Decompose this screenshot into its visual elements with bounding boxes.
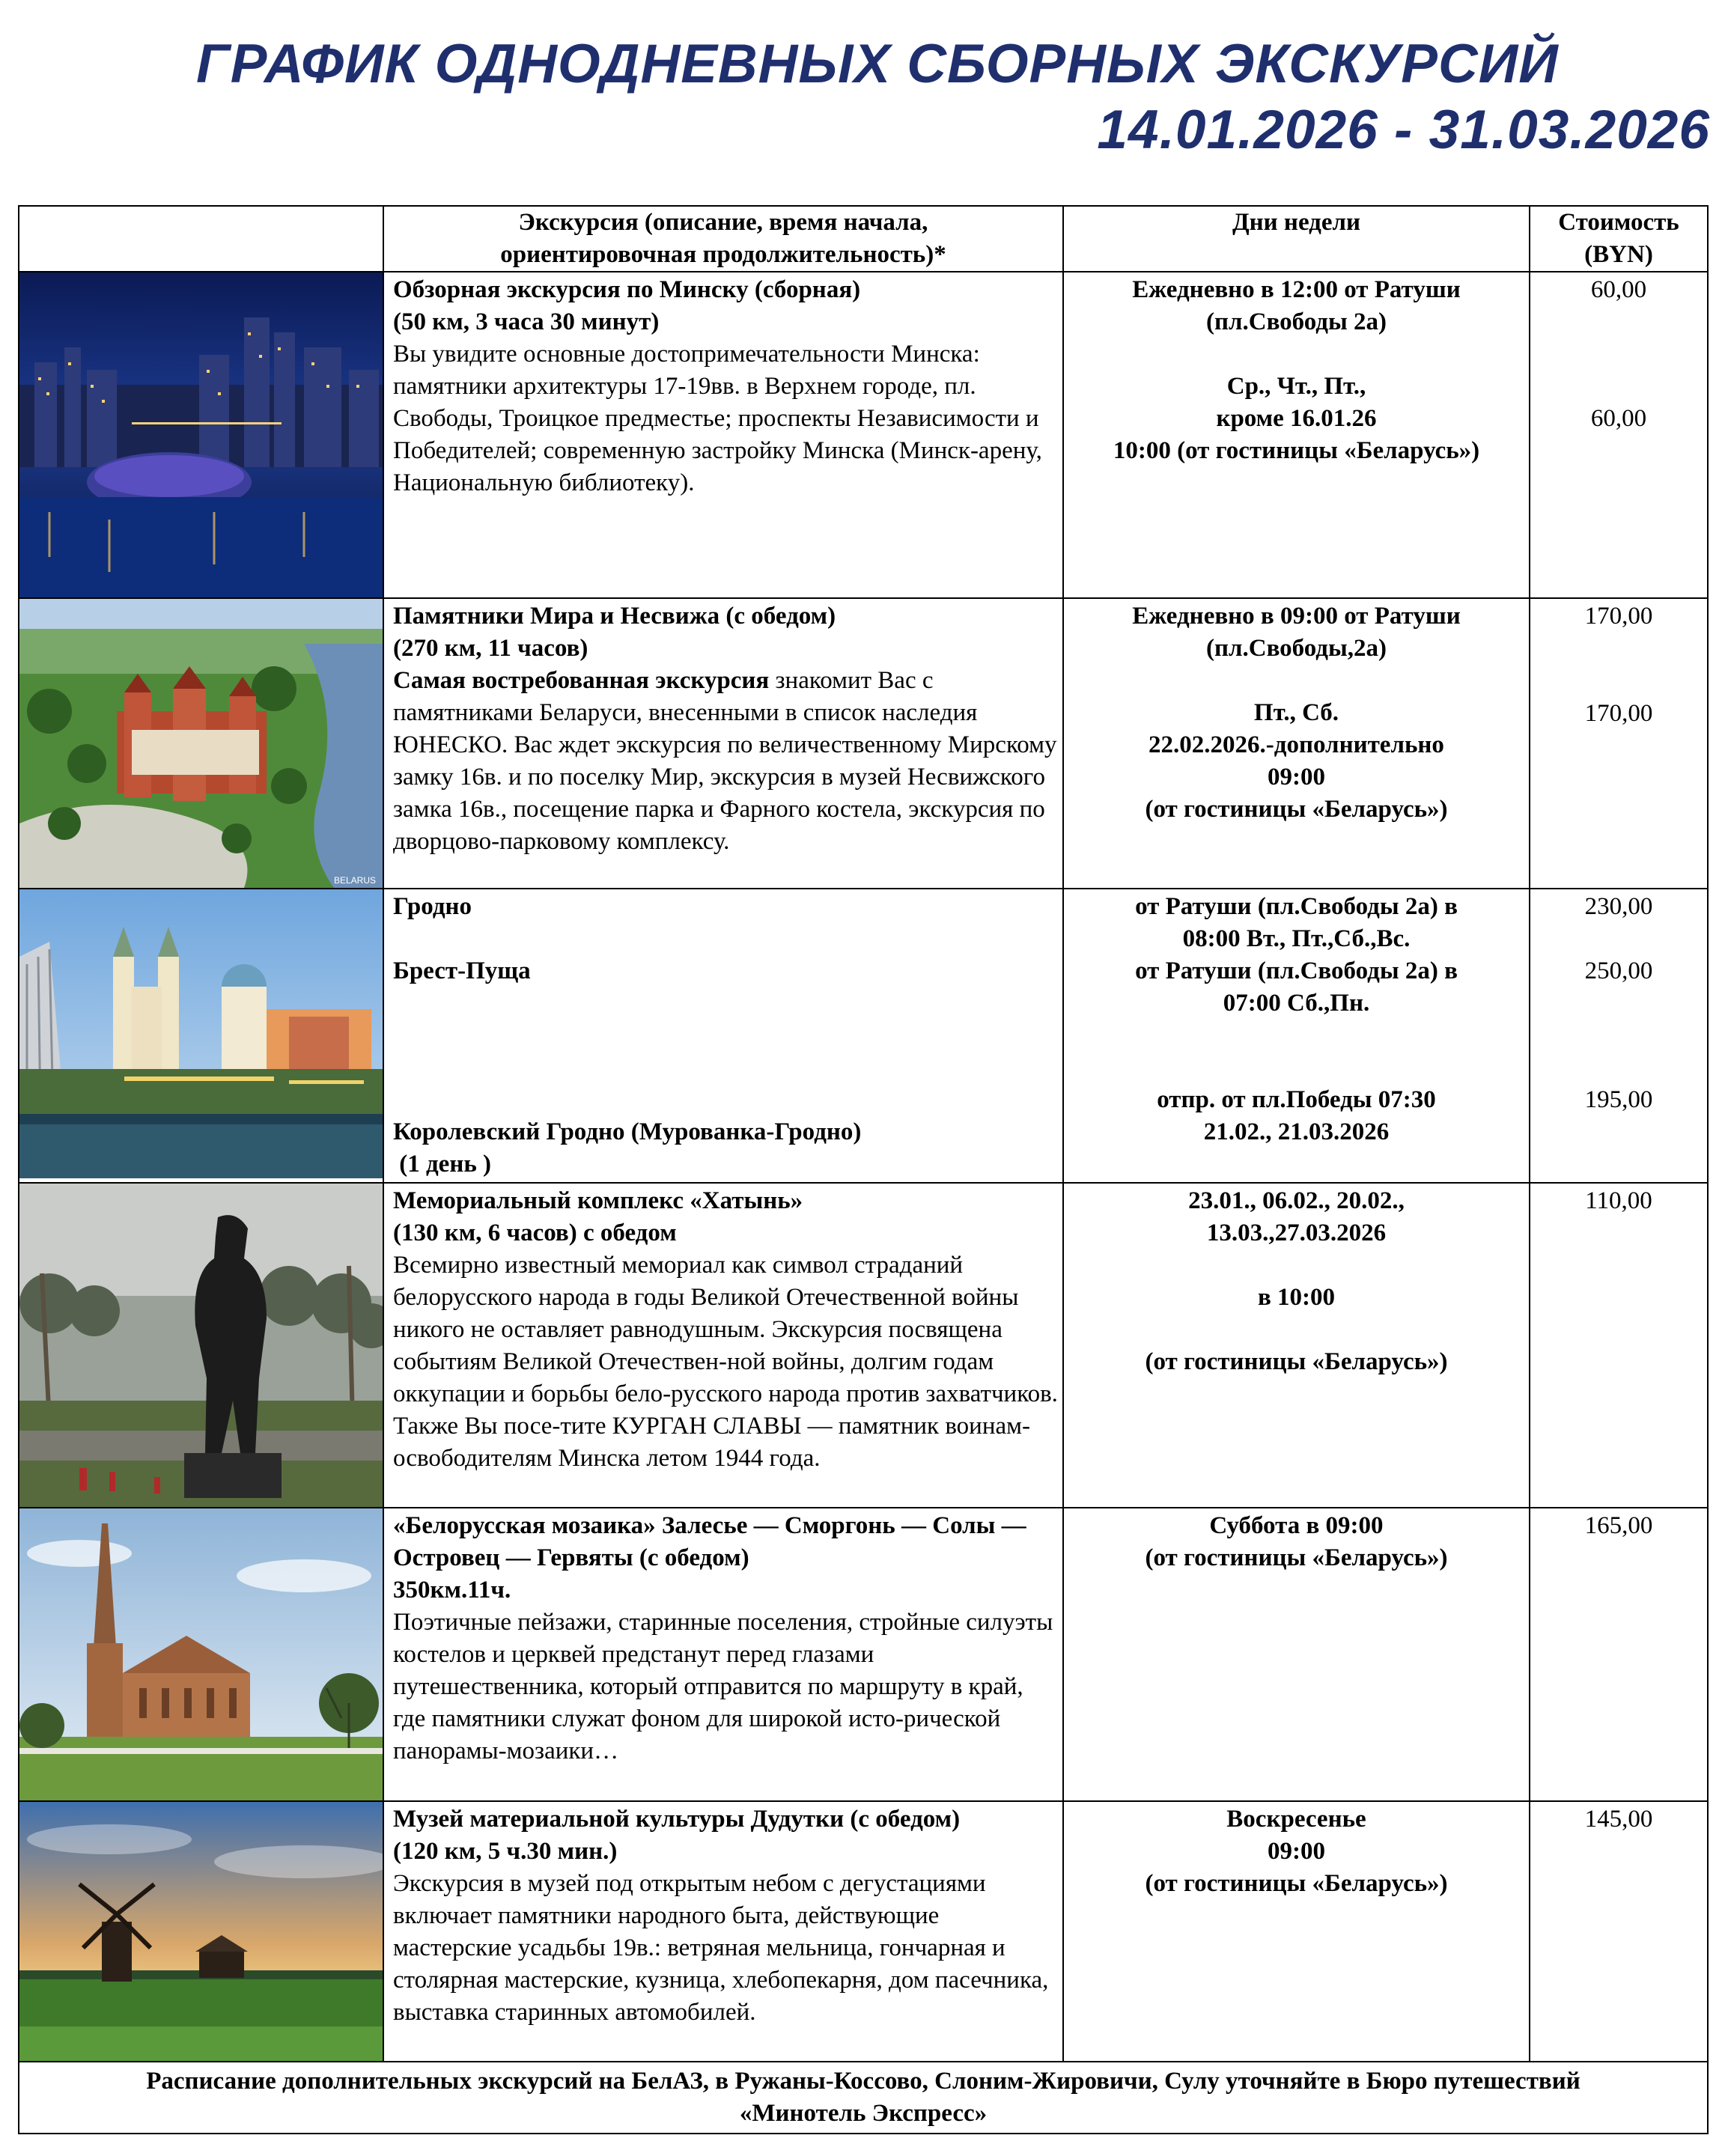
price-value: 230,00 [1584, 893, 1653, 920]
excursion-text: Всемирно известный мемориал как символ страданий белорусского народа в годы Великой Отечественной войны никого не оставляет равнодушным. Экскурсия посвящена событиям Великой Отечествен-ной войны, долгим годам оккупации и борьбы бело-русского народа против захватчиков. Также Вы посе-тите КУРГАН СЛАВЫ — памятник воинам-освободителям Минска летом 1944 года. [393, 1252, 1058, 1472]
days-cell [1063, 1183, 1530, 1508]
schedule-line: от Ратуши (пл.Свободы 2а) в [1135, 957, 1458, 984]
schedule-line: кроме 16.01.26 [1216, 405, 1377, 432]
price-cell [1530, 889, 1708, 1183]
dudutki-windmill-photo [19, 1801, 383, 2062]
schedule-line: (пл.Свободы 2а) [1205, 308, 1387, 335]
schedule-line: Суббота в 09:00 [1209, 1512, 1384, 1539]
schedule-line: в 10:00 [1257, 1284, 1336, 1311]
price-value: 110,00 [1585, 1187, 1652, 1214]
excursion-title: Памятники Мира и Несвижа (с обедом) [393, 603, 836, 630]
schedule-line: 09:00 [1268, 764, 1325, 791]
mir-castle-photo [19, 598, 383, 889]
excursion-subtitle: (120 км, 5 ч.30 мин.) [393, 1838, 618, 1865]
excursion-text: Поэтичные пейзажи, старинные поселения, стройные силуэты костелов и церквей предстанут перед глазами путешественника, который отправится по маршруту в край, где памятники служат фоном для широкой исто-рической панорамы-мозаики… [393, 1609, 1053, 1764]
header-days [1063, 206, 1530, 272]
price-value: 250,00 [1584, 957, 1653, 984]
schedule-line: Воскресенье [1226, 1806, 1366, 1833]
schedule-line: 21.02., 21.03.2026 [1203, 1118, 1390, 1145]
gervyaty-church-photo [19, 1508, 383, 1801]
date-range: 14.01.2026 - 31.03.2026 [1097, 100, 1710, 160]
price-value: 145,00 [1584, 1806, 1653, 1833]
excursion-description [383, 889, 1063, 1183]
excursion-subtitle: (1 день ) [393, 1151, 492, 1178]
table-row [19, 1801, 1708, 2062]
price-value: 170,00 [1584, 603, 1653, 630]
excursion-title: Королевский Гродно (Мурованка-Гродно) [393, 1118, 862, 1145]
price-cell [1530, 1183, 1708, 1508]
price-value: 60,00 [1590, 276, 1647, 303]
schedule-line: 13.03.,27.03.2026 [1206, 1219, 1387, 1246]
footer-line: «Минотель Экспресс» [739, 2100, 988, 2127]
excursion-description [383, 1183, 1063, 1508]
days-cell [1063, 598, 1530, 889]
table-row [19, 598, 1708, 889]
excursion-subtitle: (130 км, 6 часов) с обедом [393, 1219, 677, 1246]
price-value: 170,00 [1584, 700, 1653, 727]
schedule-line: (от гостиницы «Беларусь») [1145, 1348, 1448, 1375]
header-price [1530, 206, 1708, 272]
schedule-line: (от гостиницы «Беларусь») [1145, 1544, 1448, 1571]
page-title: ГРАФИК ОДНОДНЕВНЫХ СБОРНЫХ ЭКСКУРСИЙ [196, 34, 1559, 94]
schedule-line: (пл.Свободы,2а) [1205, 635, 1387, 662]
table-row [19, 272, 1708, 598]
schedule-line: Ежедневно в 12:00 от Ратуши [1132, 276, 1461, 303]
photo-credit: BELARUS [334, 875, 377, 886]
header-price-line1: Стоимость [1558, 209, 1679, 236]
header-empty-cell [19, 206, 383, 272]
excursion-text-highlight: Самая востребованная экскурсия [393, 667, 770, 694]
price-value: 60,00 [1590, 405, 1647, 432]
schedule-line: отпр. от пл.Победы 07:30 [1157, 1086, 1436, 1113]
khatyn-memorial-photo [19, 1183, 383, 1508]
excursion-text [393, 665, 1059, 858]
schedule-line: от Ратуши (пл.Свободы 2а) в [1135, 893, 1458, 920]
excursion-description [383, 1508, 1063, 1801]
excursion-subtitle: (270 км, 11 часов) [393, 635, 588, 662]
excursion-text: Экскурсия в музей под открытым небом с дегустациями включает памятники народного быта, действующие мастерские усадьбы 19в.: ветряная мельница, гончарная и столярная мастерские, кузница, хлебопекарня, дом пасечника, выставка старинных автомобилей. [393, 1870, 1049, 2026]
days-cell [1063, 1801, 1530, 2062]
excursion-title: Обзорная экскурсия по Минску (сборная) [393, 276, 861, 303]
excursion-title: Музей материальной культуры Дудутки (с обедом) [393, 1806, 961, 1833]
days-cell [1063, 889, 1530, 1183]
schedule-line: 09:00 [1268, 1838, 1325, 1865]
excursion-title: «Белорусская мозаика» Залесье — Сморгонь — Солы — Островец — Гервяты (с обедом) [393, 1512, 1026, 1571]
table-header-row [19, 206, 1708, 272]
header-excursion-line2: ориентировочная продолжительность)* [500, 241, 946, 268]
schedule-line: 10:00 (от гостиницы «Беларусь») [1113, 437, 1480, 464]
price-value: 165,00 [1584, 1512, 1653, 1539]
price-value: 195,00 [1584, 1086, 1653, 1113]
price-cell [1530, 598, 1708, 889]
schedule-line: Ср., Чт., Пт., [1226, 373, 1366, 400]
minsk-night-photo [19, 272, 383, 598]
header-excursion [383, 206, 1063, 272]
table-footer-row [19, 2062, 1708, 2134]
table-row [19, 889, 1708, 1183]
footer-note [19, 2062, 1708, 2134]
schedule-line: (от гостиницы «Беларусь») [1145, 796, 1448, 823]
schedule-line: 23.01., 06.02., 20.02., [1188, 1187, 1405, 1214]
price-cell [1530, 1801, 1708, 2062]
excursion-title: Мемориальный комплекс «Хатынь» [393, 1187, 803, 1214]
price-cell [1530, 272, 1708, 598]
excursion-description [383, 272, 1063, 598]
schedule-line: 07:00 Сб.,Пн. [1223, 990, 1370, 1017]
days-cell [1063, 272, 1530, 598]
excursion-title: Брест-Пуща [393, 957, 531, 984]
excursion-text-body: знакомит Вас с памятниками Беларуси, внесенными в список наследия ЮНЕСКО. Вас ждет экскурсия по величественному Мирскому замку 16в. и по поселку Мир, экскурсия в музей Несвижского замка 16в., посещение парка и Фарного костела, экскурсия по дворцово-парковому комплексу. [393, 667, 1057, 855]
price-cell [1530, 1508, 1708, 1801]
schedule-line: (от гостиницы «Беларусь») [1145, 1870, 1448, 1897]
excursion-text: Вы увидите основные достопримечательности Минска: памятники архитектуры 17-19вв. в Верхнем городе, пл. Свободы, Троицкое предместье; проспекты Независимости и Победителей; современную застройку Минска (Минск-арену, Национальную библиотеку). [393, 341, 1042, 496]
excursion-description [383, 1801, 1063, 2062]
days-cell [1063, 1508, 1530, 1801]
schedule-line: Пт., Сб. [1253, 699, 1339, 726]
header-price-line2: (BYN) [1584, 241, 1653, 268]
header-excursion-line1: Экскурсия (описание, время начала, [518, 209, 928, 236]
table-row [19, 1508, 1708, 1801]
excursion-subtitle: (50 км, 3 часа 30 минут) [393, 308, 660, 335]
header-days-label: Дни недели [1232, 209, 1361, 236]
excursion-title: Гродно [393, 893, 472, 920]
schedule-line: 22.02.2026.-дополнительно [1149, 731, 1444, 758]
grodno-photo [19, 889, 383, 1183]
table-row [19, 1183, 1708, 1508]
schedule-line: 08:00 Вт., Пт.,Сб.,Вс. [1182, 925, 1411, 952]
excursion-subtitle: 350км.11ч. [393, 1577, 511, 1604]
footer-line: Расписание дополнительных экскурсий на БелАЗ, в Ружаны-Коссово, Слоним-Жировичи, Сулу уточняйте в Бюро путешествий [146, 2068, 1581, 2095]
excursion-description [383, 598, 1063, 889]
schedule-line: Ежедневно в 09:00 от Ратуши [1132, 603, 1461, 630]
excursion-table [18, 205, 1709, 2134]
